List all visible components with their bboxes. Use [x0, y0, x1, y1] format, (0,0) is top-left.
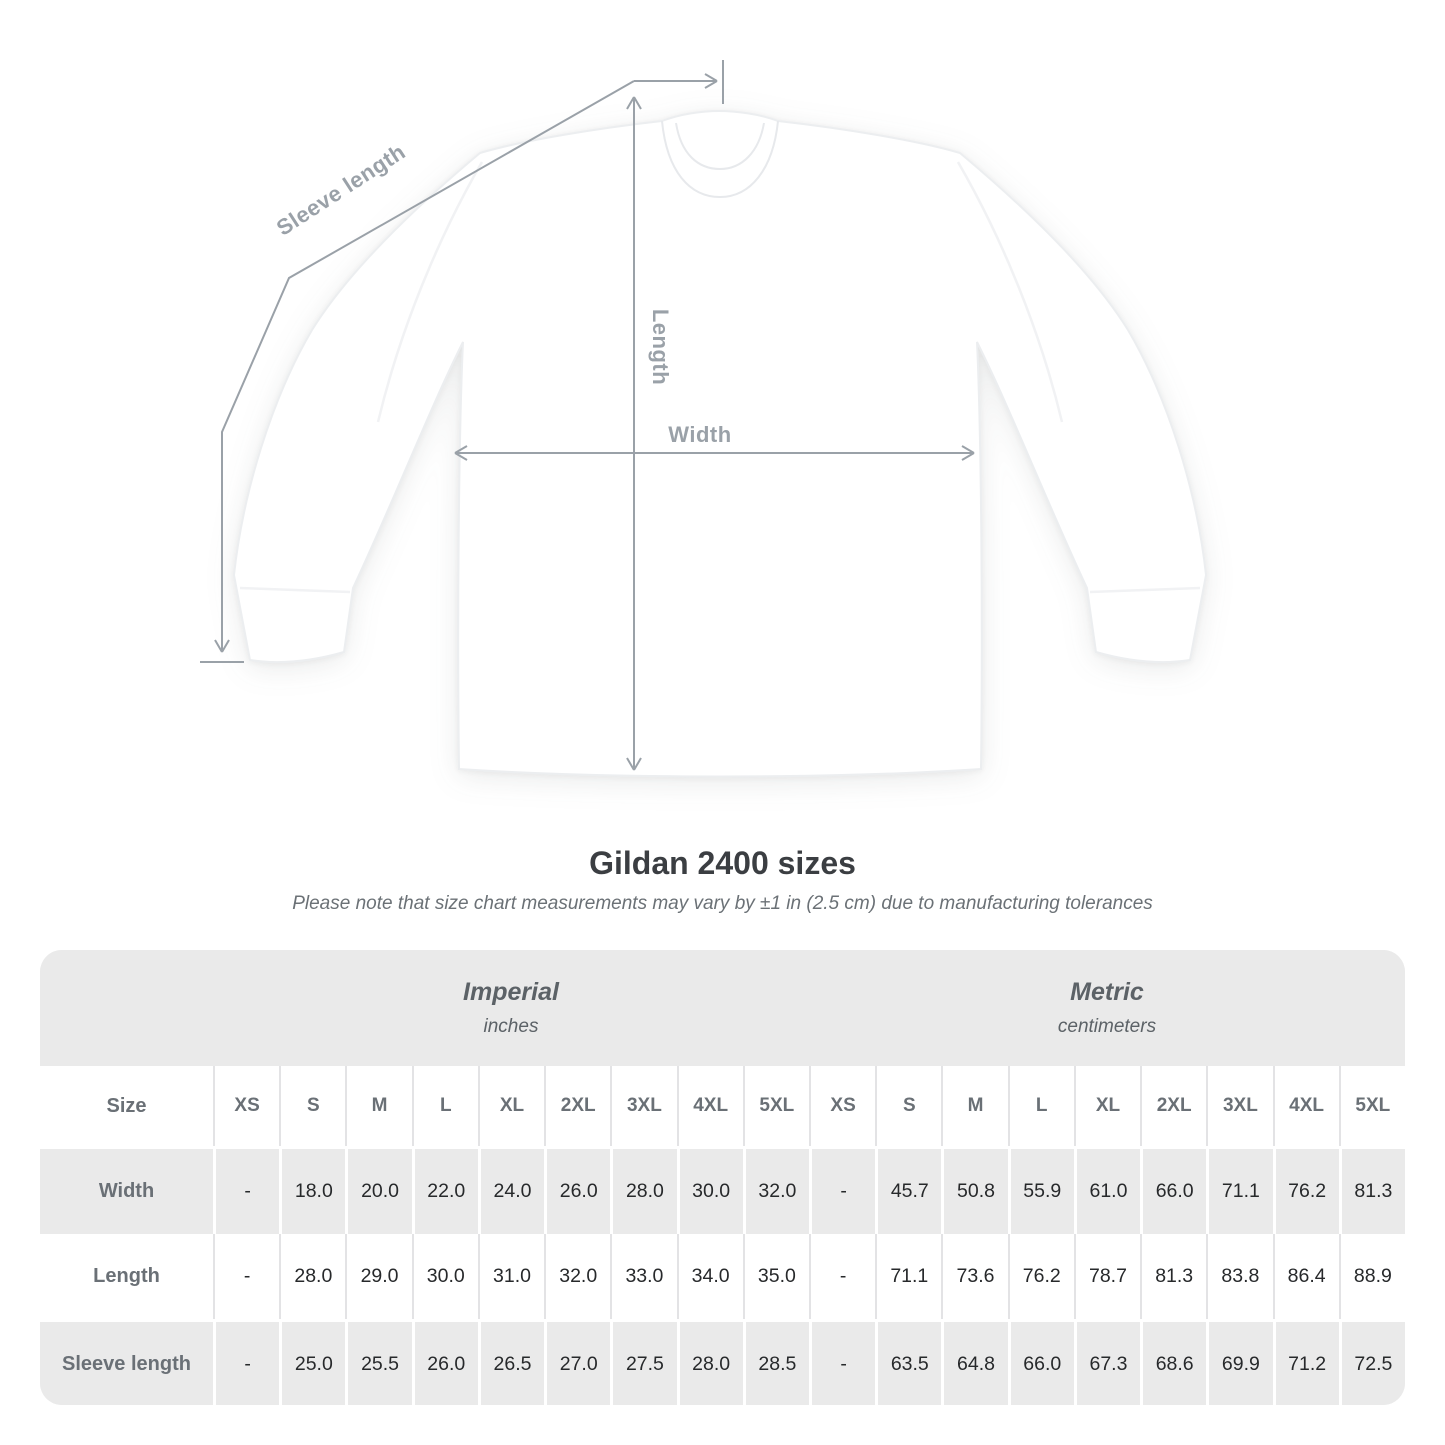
length-imperial-4xl: 34.0: [677, 1234, 743, 1319]
width-imperial-5xl: 32.0: [743, 1146, 809, 1234]
length-metric-2xl: 81.3: [1140, 1234, 1206, 1319]
length-metric-3xl: 83.8: [1206, 1234, 1272, 1319]
length-label: Length: [648, 308, 673, 386]
size-col-imperial-xl: XL: [478, 1066, 544, 1146]
length-imperial-s: 28.0: [279, 1234, 345, 1319]
imperial-unit-label: inches: [483, 1016, 539, 1037]
width-metric-m: 50.8: [941, 1146, 1007, 1234]
sleeve-imperial-m: 25.5: [345, 1319, 411, 1405]
length-metric-xl: 78.7: [1074, 1234, 1140, 1319]
size-col-metric-xs: XS: [809, 1066, 875, 1146]
length-imperial-5xl: 35.0: [743, 1234, 809, 1319]
unit-header-row: [40, 950, 1405, 1066]
size-col-imperial-xs: XS: [213, 1066, 279, 1146]
sleeve-imperial-xl: 26.5: [478, 1319, 544, 1405]
sleeve-metric-3xl: 69.9: [1206, 1319, 1272, 1405]
width-metric-l: 55.9: [1008, 1146, 1074, 1234]
size-col-imperial-m: M: [345, 1066, 411, 1146]
sleeve-imperial-3xl: 27.5: [610, 1319, 676, 1405]
size-col-imperial-5xl: 5XL: [743, 1066, 809, 1146]
length-metric-m: 73.6: [941, 1234, 1007, 1319]
width-imperial-xs: -: [213, 1146, 279, 1234]
unit-header-spacer: [40, 950, 213, 1066]
width-label: Width: [668, 422, 732, 447]
size-col-imperial-3xl: 3XL: [610, 1066, 676, 1146]
length-imperial-3xl: 33.0: [610, 1234, 676, 1319]
length-imperial-2xl: 32.0: [544, 1234, 610, 1319]
sleeve-metric-m: 64.8: [941, 1319, 1007, 1405]
size-col-imperial-4xl: 4XL: [677, 1066, 743, 1146]
sleeve-imperial-xs: -: [213, 1319, 279, 1405]
sleeve-imperial-5xl: 28.5: [743, 1319, 809, 1405]
length-imperial-xs: -: [213, 1234, 279, 1319]
metric-system-label: Metric: [1070, 978, 1144, 1006]
width-metric-5xl: 81.3: [1339, 1146, 1405, 1234]
width-imperial-xl: 24.0: [478, 1146, 544, 1234]
metric-unit-label: centimeters: [1057, 1016, 1157, 1037]
sleeve-imperial-4xl: 28.0: [677, 1319, 743, 1405]
size-col-imperial-l: L: [412, 1066, 478, 1146]
page-title: Gildan 2400 sizes: [589, 845, 856, 881]
sleeve-imperial-s: 25.0: [279, 1319, 345, 1405]
sleeve-metric-5xl: 72.5: [1339, 1319, 1405, 1405]
size-col-imperial-2xl: 2XL: [544, 1066, 610, 1146]
size-col-metric-s: S: [875, 1066, 941, 1146]
imperial-header: [213, 950, 809, 1066]
width-imperial-m: 20.0: [345, 1146, 411, 1234]
sleeve-length-label: Sleeve length: [271, 138, 410, 241]
size-col-metric-l: L: [1008, 1066, 1074, 1146]
size-col-metric-4xl: 4XL: [1273, 1066, 1339, 1146]
width-metric-3xl: 71.1: [1206, 1146, 1272, 1234]
sleeve-metric-xs: -: [809, 1319, 875, 1405]
size-col-metric-xl: XL: [1074, 1066, 1140, 1146]
size-table: [40, 950, 1405, 1405]
table-row-width: [40, 1146, 1405, 1234]
length-metric-5xl: 88.9: [1339, 1234, 1405, 1319]
width-metric-2xl: 66.0: [1140, 1146, 1206, 1234]
width-imperial-l: 22.0: [412, 1146, 478, 1234]
sleeve-metric-xl: 67.3: [1074, 1319, 1140, 1405]
length-metric-s: 71.1: [875, 1234, 941, 1319]
sleeve-row-label: Sleeve length: [40, 1319, 213, 1405]
table-row-length: [40, 1234, 1405, 1319]
length-imperial-l: 30.0: [412, 1234, 478, 1319]
size-header-row: [40, 1066, 1405, 1146]
size-table-container: [40, 950, 1405, 1405]
sleeve-metric-l: 66.0: [1008, 1319, 1074, 1405]
length-metric-4xl: 86.4: [1273, 1234, 1339, 1319]
width-imperial-2xl: 26.0: [544, 1146, 610, 1234]
width-metric-xl: 61.0: [1074, 1146, 1140, 1234]
tolerance-note: Please note that size chart measurements may vary by ±1 in (2.5 cm) due to manufacturing tolerances: [292, 893, 1153, 914]
table-row-sleeve-length: [40, 1319, 1405, 1405]
size-col-imperial-s: S: [279, 1066, 345, 1146]
sleeve-metric-2xl: 68.6: [1140, 1319, 1206, 1405]
metric-header: [809, 950, 1405, 1066]
width-metric-s: 45.7: [875, 1146, 941, 1234]
width-metric-xs: -: [809, 1146, 875, 1234]
width-metric-4xl: 76.2: [1273, 1146, 1339, 1234]
size-col-metric-2xl: 2XL: [1140, 1066, 1206, 1146]
sleeve-imperial-2xl: 27.0: [544, 1319, 610, 1405]
sleeve-metric-s: 63.5: [875, 1319, 941, 1405]
length-imperial-m: 29.0: [345, 1234, 411, 1319]
width-imperial-4xl: 30.0: [677, 1146, 743, 1234]
width-imperial-s: 18.0: [279, 1146, 345, 1234]
sleeve-imperial-l: 26.0: [412, 1319, 478, 1405]
width-imperial-3xl: 28.0: [610, 1146, 676, 1234]
length-row-label: Length: [40, 1234, 213, 1319]
imperial-system-label: Imperial: [463, 978, 559, 1006]
size-col-metric-3xl: 3XL: [1206, 1066, 1272, 1146]
length-metric-xs: -: [809, 1234, 875, 1319]
length-metric-l: 76.2: [1008, 1234, 1074, 1319]
width-row-label: Width: [40, 1146, 213, 1234]
size-column-header: Size: [40, 1066, 213, 1146]
size-col-metric-m: M: [941, 1066, 1007, 1146]
size-col-metric-5xl: 5XL: [1339, 1066, 1405, 1146]
length-imperial-xl: 31.0: [478, 1234, 544, 1319]
sleeve-metric-4xl: 71.2: [1273, 1319, 1339, 1405]
